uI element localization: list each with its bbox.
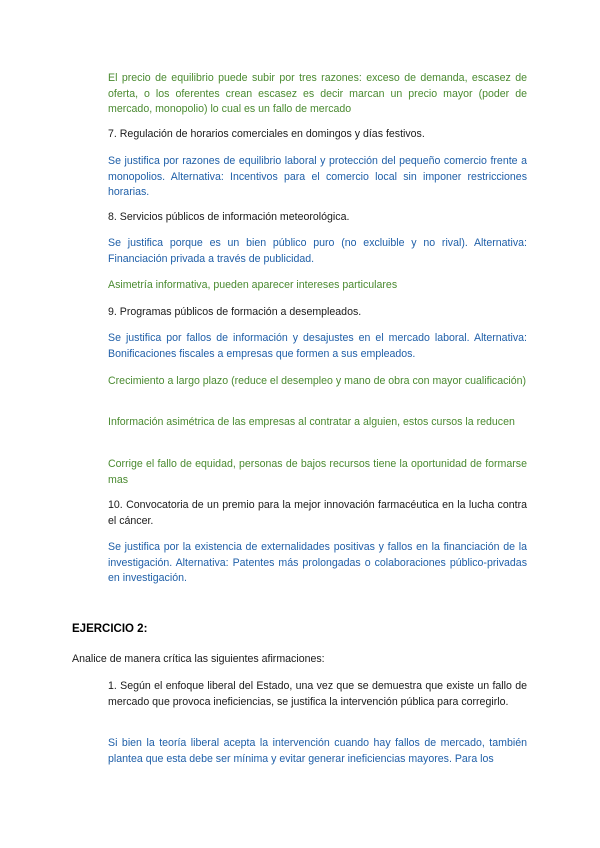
item-10-answer: Se justifica por la existencia de externalidades positivas y fallos en la financiación de la investigación. Alternativa: Patentes más prolongadas o colaboraciones público-privadas en investigación. <box>108 541 527 584</box>
exercise-2-heading: EJERCICIO 2: <box>72 623 148 635</box>
green-note-equity-failure: Corrige el fallo de equidad, personas de bajos recursos tiene la oportunidad de formarse mas <box>108 458 527 486</box>
exercise-2-item-1: 1. Según el enfoque liberal del Estado, una vez que se demuestra que existe un fallo de mercado que provoca ineficiencias, se justifica la intervención pública para corregirlo. <box>108 680 527 708</box>
green-note-long-term-growth: Crecimiento a largo plazo (reduce el desempleo y mano de obra con mayor cualificación) <box>108 375 527 387</box>
item-9-title: 9. Programas públicos de formación a desempleados. <box>108 306 362 318</box>
item-8-title: 8. Servicios públicos de información meteorológica. <box>108 211 350 223</box>
item-7-title: 7. Regulación de horarios comerciales en domingos y días festivos. <box>108 128 425 140</box>
exercise-2-intro: Analice de manera crítica las siguientes afirmaciones: <box>72 653 325 665</box>
green-note-asymmetric-information: Información asimétrica de las empresas al contratar a alguien, estos cursos la reducen <box>108 416 515 428</box>
item-9-answer: Se justifica por fallos de información y desajustes en el mercado laboral. Alternativa: Bonificaciones fiscales a empresas que formen a sus empleados. <box>108 332 527 360</box>
exercise-2-item-1-answer: Si bien la teoría liberal acepta la intervención cuando hay fallos de mercado, también plantea que esta debe ser mínima y evitar generar ineficiencias mayores. Para los <box>108 737 527 765</box>
item-8-answer: Se justifica porque es un bien público puro (no excluible y no rival). Alternativa: Financiación privada a través de publicidad. <box>108 237 527 265</box>
item-10-title: 10. Convocatoria de un premio para la mejor innovación farmacéutica en la lucha contra el cáncer. <box>108 499 527 527</box>
green-note-information-asymmetry: Asimetría informativa, pueden aparecer intereses particulares <box>108 279 398 291</box>
green-note-equilibrium-price: El precio de equilibrio puede subir por tres razones: exceso de demanda, escasez de oferta, o los oferentes crean escasez es decir marcan un precio mayor (poder de mercado, monopolio) lo cual es un fallo de mercado <box>108 72 527 115</box>
item-7-answer: Se justifica por razones de equilibrio laboral y protección del pequeño comercio frente a monopolios. Alternativa: Incentivos para el comercio local sin imponer restricciones horarias. <box>108 155 527 198</box>
